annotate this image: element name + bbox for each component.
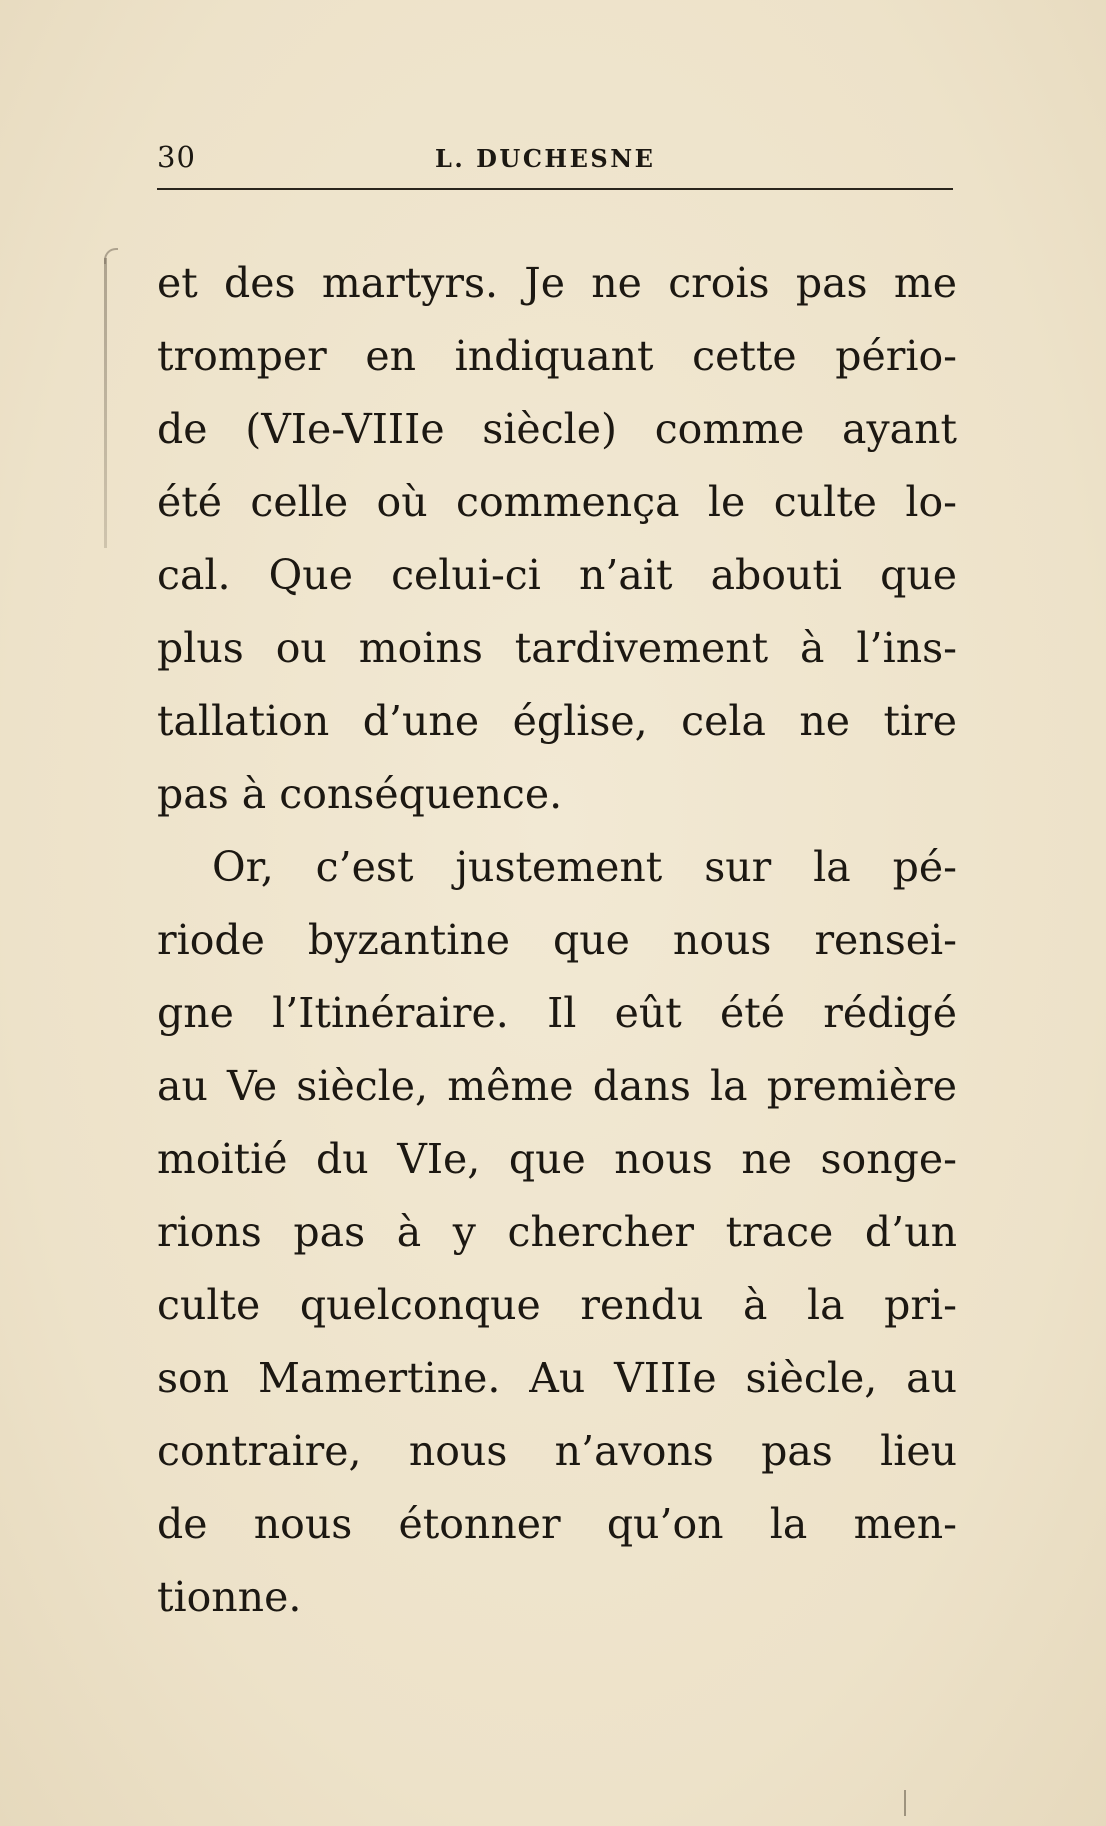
page-header bbox=[157, 140, 953, 180]
text-line: riode byzantine que nous rensei- bbox=[157, 916, 957, 964]
margin-line-mark bbox=[104, 258, 107, 548]
text-line: Or, c’est justement sur la pé- bbox=[212, 843, 957, 891]
text-line: son Mamertine. Au VIIIe siècle, au bbox=[157, 1354, 957, 1402]
page-number: 30 bbox=[157, 140, 196, 174]
text-line: contraire, nous n’avons pas lieu bbox=[157, 1427, 957, 1475]
text-line: de (VIe-VIIIe siècle) comme ayant bbox=[157, 405, 957, 453]
body-text bbox=[157, 247, 957, 1634]
text-line: et des martyrs. Je ne crois pas me bbox=[157, 259, 957, 307]
paragraph-1 bbox=[157, 247, 957, 831]
text-line: gne l’Itinéraire. Il eût été rédigé bbox=[157, 989, 957, 1037]
text-line: tromper en indiquant cette pério- bbox=[157, 332, 957, 380]
header-rule bbox=[157, 188, 953, 190]
text-line: culte quelconque rendu à la pri- bbox=[157, 1281, 957, 1329]
text-line: tionne. bbox=[157, 1573, 302, 1621]
running-head: L. DUCHESNE bbox=[435, 144, 656, 173]
text-line: été celle où commença le culte lo- bbox=[157, 478, 957, 526]
text-line: cal. Que celui-ci n’ait abouti que bbox=[157, 551, 957, 599]
paper-speck bbox=[904, 1790, 906, 1816]
text-line: pas à conséquence. bbox=[157, 770, 563, 818]
text-line: tallation d’une église, cela ne tire bbox=[157, 697, 957, 745]
text-line: rions pas à y chercher trace d’un bbox=[157, 1208, 957, 1256]
text-line: moitié du VIe, que nous ne songe- bbox=[157, 1135, 957, 1183]
text-line: de nous étonner qu’on la men- bbox=[157, 1500, 957, 1548]
text-line: plus ou moins tardivement à l’ins- bbox=[157, 624, 957, 672]
paragraph-2 bbox=[157, 831, 957, 1634]
text-line: au Ve siècle, même dans la première bbox=[157, 1062, 957, 1110]
